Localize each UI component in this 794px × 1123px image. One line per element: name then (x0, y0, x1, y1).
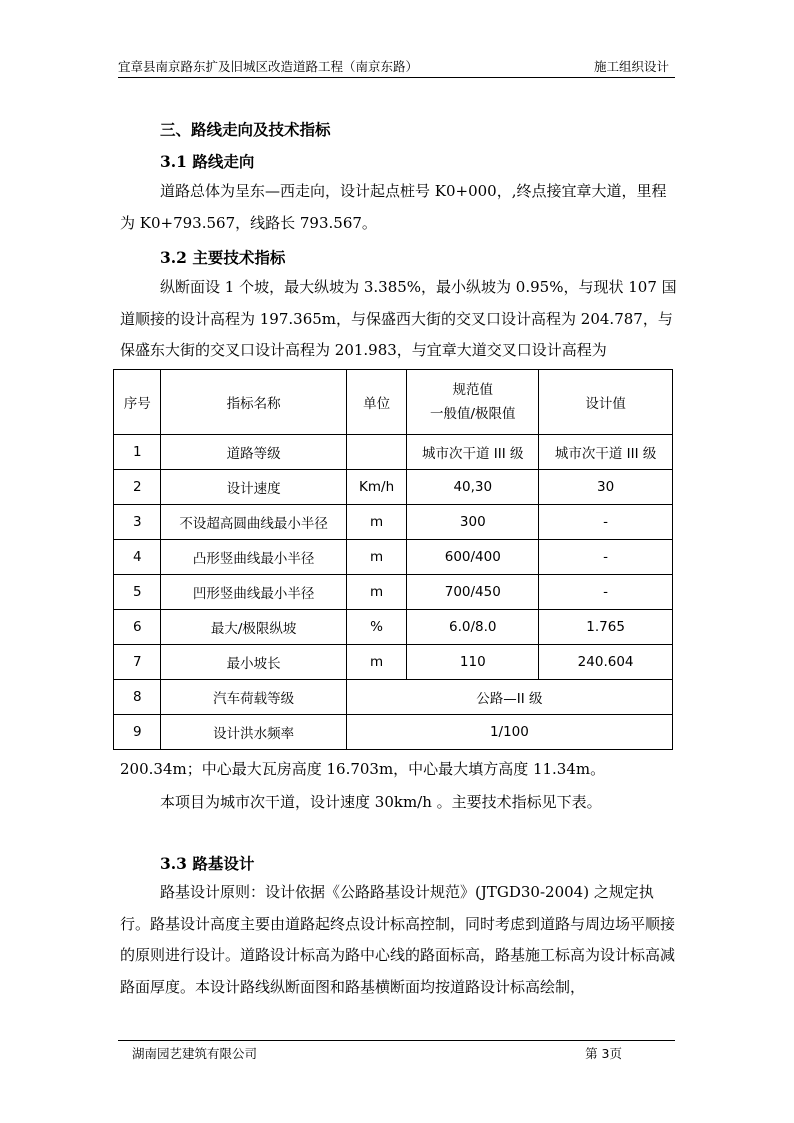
cell-unit: m (346, 645, 407, 680)
subsection-3-1-title: 3.1 路线走向 (160, 152, 255, 171)
cell-name: 不设超高圆曲线最小半径 (161, 505, 346, 540)
cell-no: 3 (114, 505, 161, 540)
header-spec-line2: 一般值/极限值 (430, 406, 516, 422)
header-spec-line1: 规范值 (452, 382, 494, 398)
cell-spec: 700/450 (407, 575, 539, 610)
cell-name: 最大/极限纵坡 (161, 610, 346, 645)
cell-unit: m (346, 540, 407, 575)
table-row (114, 470, 673, 505)
table-row (114, 645, 673, 680)
cell-spec: 40,30 (407, 470, 539, 505)
cell-design: - (539, 505, 673, 540)
cell-name: 最小坡长 (161, 645, 346, 680)
project-summary-line: 本项目为城市次干道，设计速度 30km/h 。主要技术指标见下表。 (160, 793, 602, 811)
cell-unit: m (346, 505, 407, 540)
header-no: 序号 (114, 370, 161, 435)
table-row (114, 540, 673, 575)
table-row (114, 505, 673, 540)
cell-no: 8 (114, 680, 161, 715)
route-direction-paragraph: 道路总体为呈东—西走向，设计起点桩号 K0+000，,终点接宜章大道，里程为 K0+793.567，线路长 793.567。 (120, 182, 667, 232)
cell-unit: Km/h (346, 470, 407, 505)
cell-design: 240.604 (539, 645, 673, 680)
cell-no: 4 (114, 540, 161, 575)
cell-design: - (539, 575, 673, 610)
table-row (114, 680, 673, 715)
header-name: 指标名称 (161, 370, 346, 435)
cell-no: 2 (114, 470, 161, 505)
cell-no: 9 (114, 715, 161, 750)
header-divider (118, 77, 675, 78)
cell-name: 道路等级 (161, 435, 346, 470)
subsection-3-2-title: 3.2 主要技术指标 (160, 248, 286, 267)
header-design: 设计值 (539, 370, 673, 435)
technical-indicators-table (113, 369, 673, 750)
cell-no: 1 (114, 435, 161, 470)
cell-name: 汽车荷载等级 (161, 680, 346, 715)
table-row (114, 610, 673, 645)
cell-unit: m (346, 575, 407, 610)
cell-no: 7 (114, 645, 161, 680)
technical-indicators-paragraph: 纵断面设 1 个坡，最大纵坡为 3.385%，最小纵坡为 0.95%，与现状 107 国道顺接的设计高程为 197.365m，与保盛西大街的交叉口设计高程为 204.787，与保盛东大街的交叉口设计高程为 201.983，与宜章大道交叉口设计高程为 (120, 278, 677, 359)
page-header (118, 57, 675, 75)
header-unit: 单位 (346, 370, 407, 435)
cell-merged-value: 公路—II 级 (346, 680, 672, 715)
table-header-row (114, 370, 673, 435)
cell-name: 凹形竖曲线最小半径 (161, 575, 346, 610)
cell-name: 凸形竖曲线最小半径 (161, 540, 346, 575)
cell-spec: 300 (407, 505, 539, 540)
cell-design: 城市次干道 III 级 (539, 435, 673, 470)
page-number: 第 3页 (585, 1046, 622, 1061)
cell-name: 设计速度 (161, 470, 346, 505)
cell-design: 1.765 (539, 610, 673, 645)
cell-spec: 6.0/8.0 (407, 610, 539, 645)
section-title: 三、路线走向及技术指标 (160, 120, 331, 139)
footer-company: 湖南园艺建筑有限公司 (132, 1046, 258, 1061)
cell-spec: 110 (407, 645, 539, 680)
table-row (114, 715, 673, 750)
cell-spec: 城市次干道 III 级 (407, 435, 539, 470)
table-row (114, 575, 673, 610)
cell-spec: 600/400 (407, 540, 539, 575)
cell-unit (346, 435, 407, 470)
cell-merged-value: 1/100 (346, 715, 672, 750)
table-row (114, 435, 673, 470)
cell-design: 30 (539, 470, 673, 505)
footer-divider (118, 1040, 675, 1041)
page-footer (132, 1044, 622, 1062)
header-doc-type: 施工组织设计 (593, 59, 669, 74)
header-project-title: 宜章县南京路东扩及旧城区改造道路工程（南京东路） (118, 59, 419, 74)
header-spec (407, 370, 539, 435)
cell-no: 5 (114, 575, 161, 610)
elevation-continuation-line: 200.34m；中心最大瓦房高度 16.703m，中心最大填方高度 11.34m。 (120, 760, 606, 778)
cell-name: 设计洪水频率 (161, 715, 346, 750)
subsection-3-3-title: 3.3 路基设计 (160, 854, 255, 873)
cell-design: - (539, 540, 673, 575)
cell-unit: % (346, 610, 407, 645)
cell-no: 6 (114, 610, 161, 645)
subgrade-design-paragraph: 路基设计原则：设计依据《公路路基设计规范》(JTGD30-2004) 之规定执行。路基设计高度主要由道路起终点设计标高控制，同时考虑到道路与周边场平顺接的原则进行设计。道路设计标高为路中心线的路面标高，路基施工标高为设计标高减路面厚度。本设计路线纵断面图和路基横断面均按道路设计标高绘制， (120, 883, 676, 996)
